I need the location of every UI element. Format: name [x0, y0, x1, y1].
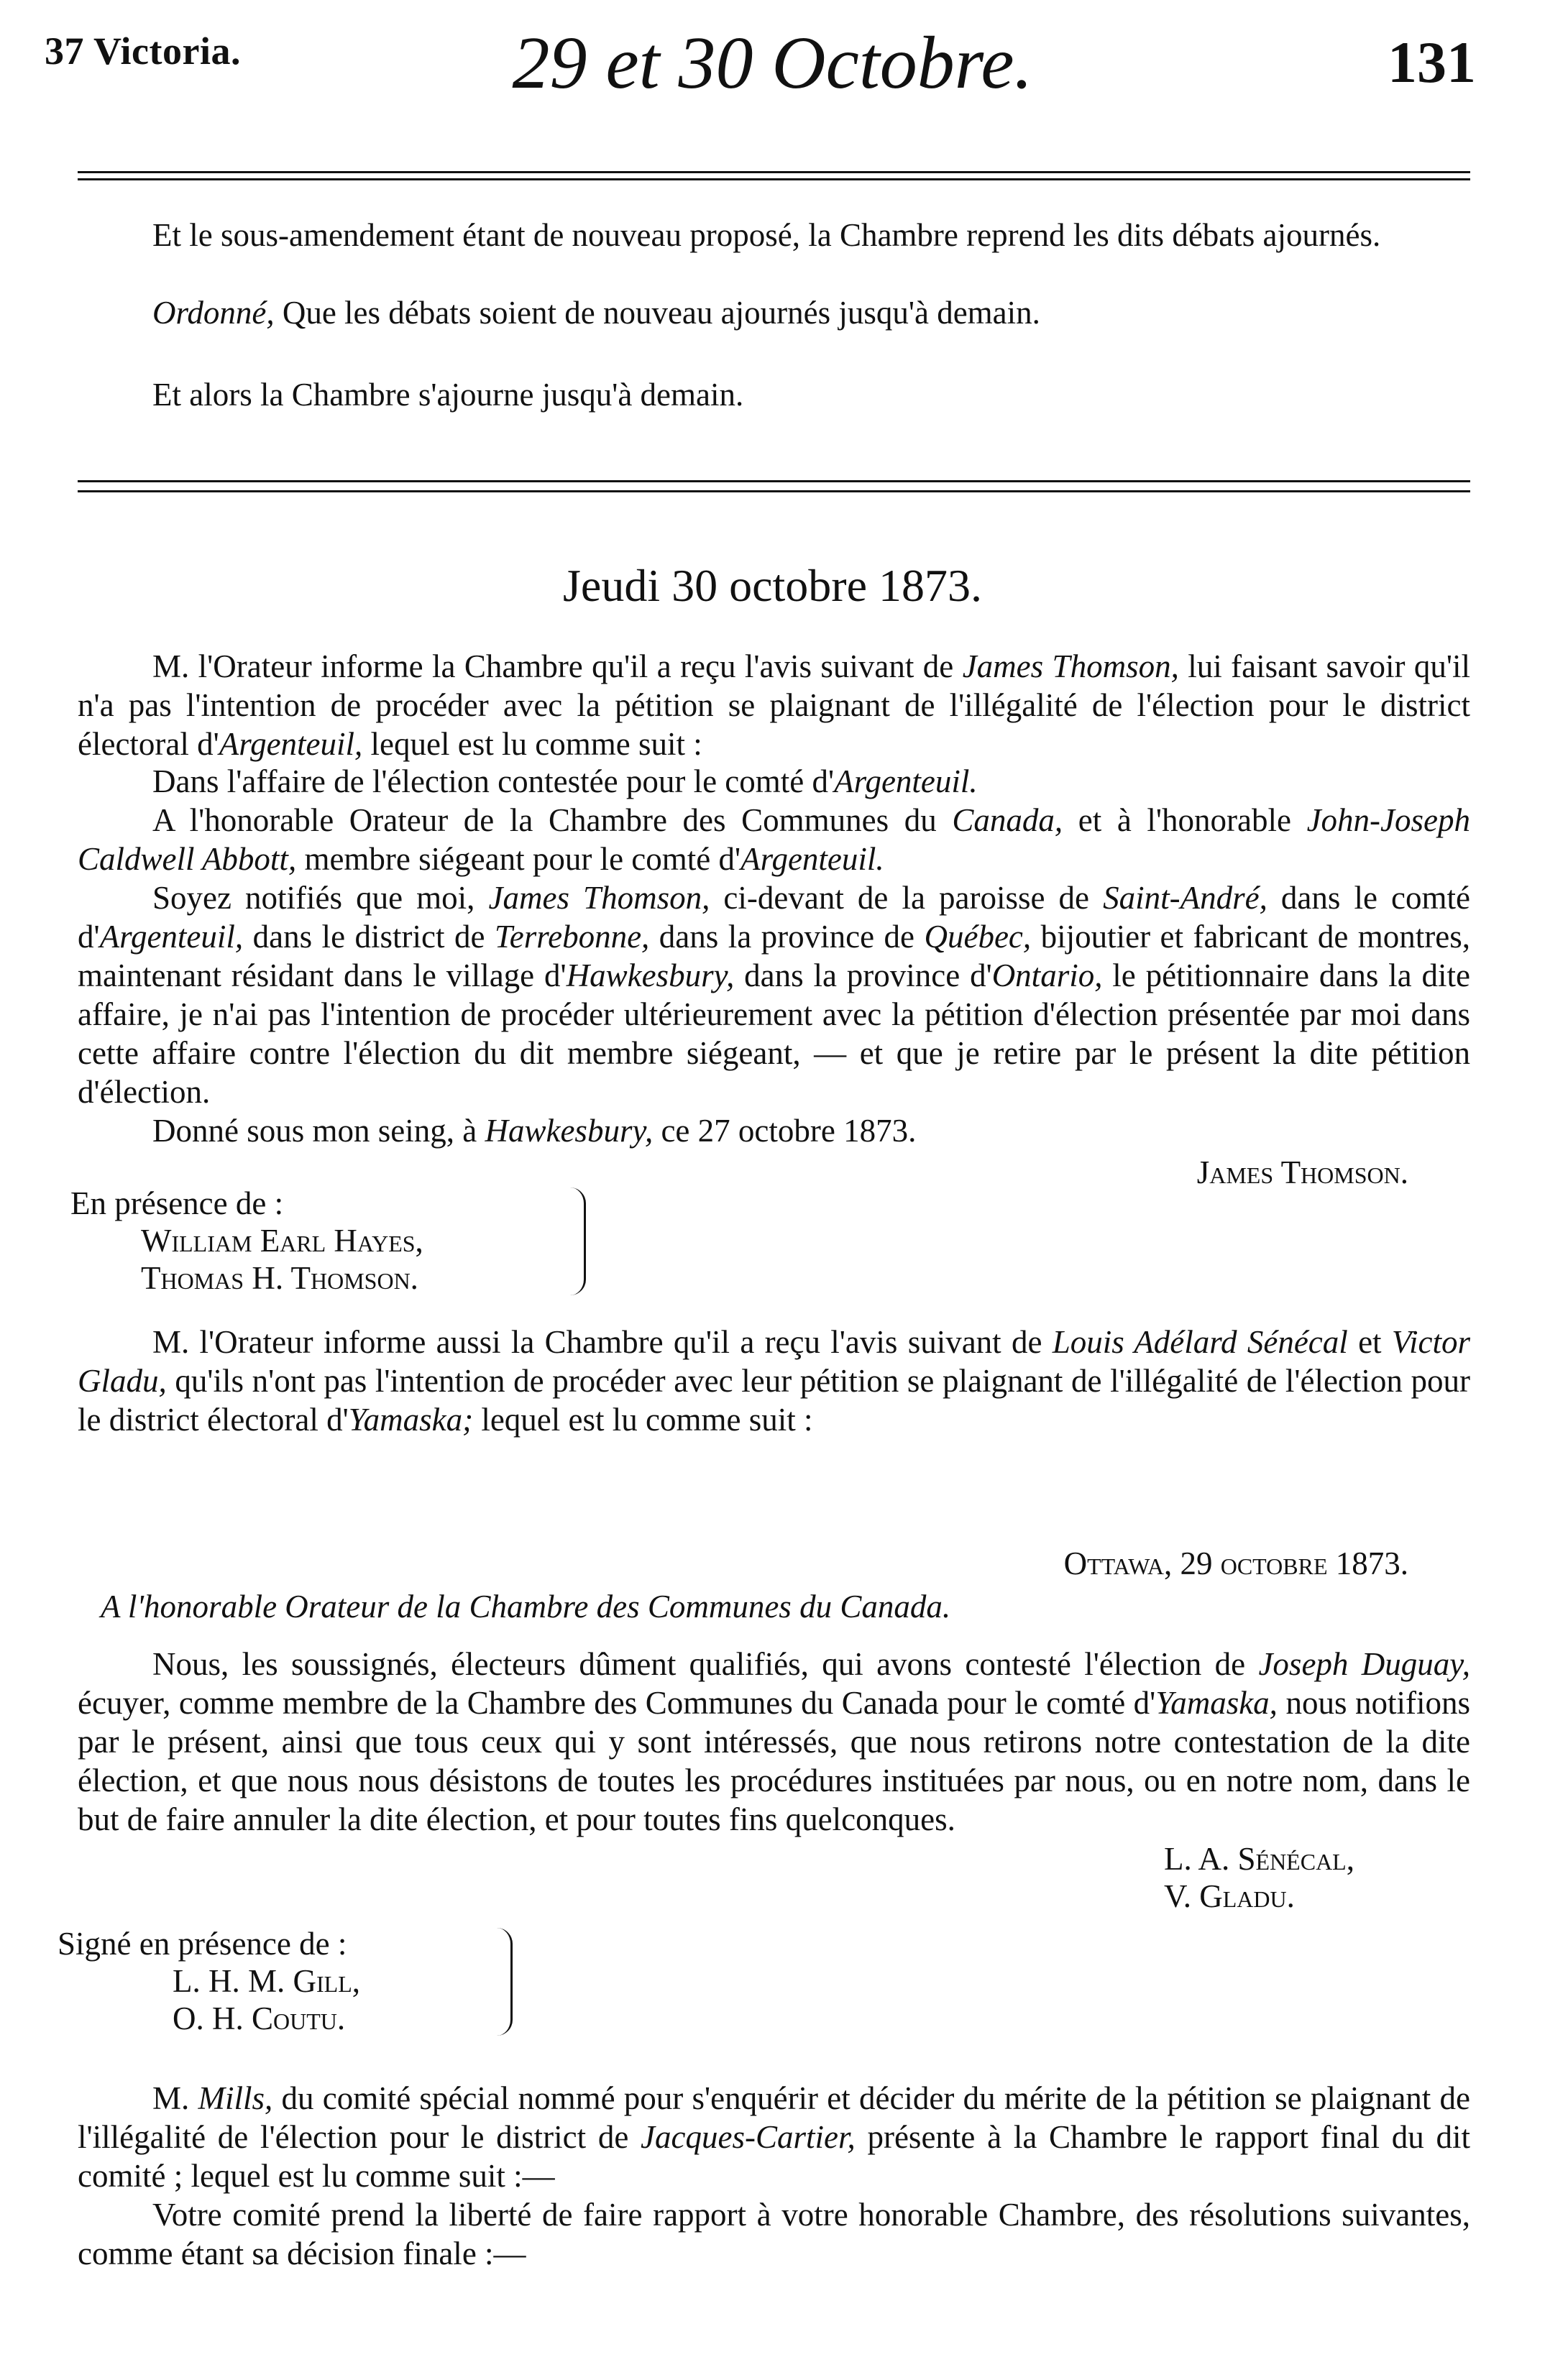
brace-thomson-witnesses	[568, 1187, 586, 1295]
text-run: du comité spécial nommé pour s'enquérir et décider du mérite de la pétition se plaignant de l'illégalité de l'élection pour le district de	[78, 2080, 1471, 2155]
italic-run: Joseph Duguay,	[1258, 1646, 1471, 1682]
italic-run: Jacques-Cartier,	[641, 2119, 856, 2155]
witness-name: O. H. Coutu.	[173, 2000, 346, 2036]
yamaska-address: A l'honorable Orateur de la Chambre des Communes du Canada.	[101, 1589, 951, 1625]
text-run: ci-devant de la paroisse de	[710, 880, 1104, 916]
italic-run: Argenteuil.	[741, 841, 884, 877]
header-rule-top	[78, 171, 1470, 173]
signature-senecal: L. A. Sénécal,	[1164, 1841, 1354, 1877]
signature-james-thomson: James Thomson.	[1196, 1154, 1408, 1190]
ordered-label: Ordonné,	[152, 295, 275, 331]
text-run: membre siégeant pour le comté d'	[296, 841, 741, 877]
text-run: M. l'Orateur informe la Chambre qu'il a reçu l'avis suivant de	[152, 648, 963, 684]
paragraph-mills-intro	[78, 2079, 1470, 2195]
paragraph-ordered	[78, 293, 1470, 332]
italic-run: Saint-André,	[1103, 880, 1267, 916]
italic-run: Victor Gladu,	[78, 1324, 1470, 1399]
text-run: nous notifions par le présent, ainsi que tous ceux qui y sont intéressés, que nous retirons notre contestation de la dite élection, et que nous nous désistons de toutes les procédures instituées par nous, ou en notre nom, dans le but de faire annuler la dite élection, et pour toutes fins quelconques.	[78, 1685, 1470, 1837]
day-heading: Jeudi 30 octobre 1873.	[563, 560, 982, 611]
paragraph-thomson-dated	[78, 1111, 1470, 1150]
italic-run: Louis Adélard Sénécal	[1052, 1324, 1348, 1360]
text-run: dans le comté d'	[78, 880, 1470, 955]
text-run: M.	[152, 2080, 198, 2116]
text-run: dans la province de	[649, 919, 925, 955]
header-rule-bottom	[78, 178, 1470, 180]
italic-run: Yamaska;	[348, 1402, 474, 1438]
paragraph-thomson-intro	[78, 647, 1470, 763]
paragraph-subamendment: Et le sous-amendement étant de nouveau proposé, la Chambre reprend les dits débats ajournés.	[152, 217, 1381, 253]
text-run: qu'ils n'ont pas l'intention de procéder avec leur pétition se plaignant de l'illégalité de l'élection pour le district électoral d'	[78, 1363, 1470, 1438]
text-run: A l'honorable Orateur de la Chambre des Communes du	[152, 802, 953, 838]
witness-name: L. H. M. Gill,	[173, 1963, 360, 1999]
text-run: lui faisant savoir qu'il n'a pas l'intention de procéder avec la pétition se plaignant de l'illégalité de l'élection pour le district électoral d'	[78, 648, 1470, 762]
paragraph-mills-last: Votre comité prend la liberté de faire rapport à votre honorable Chambre, des résolutions suivantes, comme étant sa décision finale :—	[78, 2197, 1470, 2271]
italic-run: Yamaska,	[1155, 1685, 1278, 1721]
witness-label: En présence de :	[70, 1185, 284, 1221]
italic-run: John-Joseph Caldwell Abbott,	[78, 802, 1470, 877]
text-run: et à l'honorable	[1063, 802, 1307, 838]
italic-run: Argenteuil,	[99, 919, 244, 955]
italic-run: James Thomson,	[488, 880, 710, 916]
witness-block-yamaska	[58, 1925, 360, 2037]
paragraph-yamaska-body	[78, 1645, 1470, 1839]
dateline-ottawa: Ottawa, 29 octobre 1873.	[1063, 1545, 1408, 1581]
section-rule-top	[78, 480, 1470, 482]
text-run: présente à la Chambre le rapport final du dit comité ; lequel est lu comme suit :—	[78, 2119, 1470, 2194]
paragraph-thomson-body	[78, 878, 1470, 1111]
witness-name: William Earl Hayes,	[141, 1223, 423, 1259]
ordered-text: Que les débats soient de nouveau ajournés jusqu'à demain.	[274, 295, 1040, 331]
italic-run: Argenteuil.	[834, 763, 978, 799]
text-run: ce 27 octobre 1873.	[653, 1113, 917, 1149]
text-run: lequel est lu comme suit :	[362, 726, 702, 762]
witness-name: Thomas H. Thomson.	[141, 1260, 418, 1296]
text-run: écuyer, comme membre de la Chambre des Communes du Canada pour le comté d'	[78, 1685, 1156, 1721]
text-run: dans la province d'	[734, 957, 992, 993]
paragraph-thomson-address	[78, 801, 1470, 878]
brace-yamaska-witnesses	[495, 1928, 513, 2036]
paragraph-thomson-affair	[78, 762, 1470, 801]
text-run: Dans l'affaire de l'élection contestée pour le comté d'	[152, 763, 835, 799]
italic-run: Québec,	[924, 919, 1032, 955]
yamaska-signatures	[1164, 1840, 1408, 1915]
text-run: Soyez notifiés que moi,	[152, 880, 489, 916]
text-run: M. l'Orateur informe aussi la Chambre qu'il a reçu l'avis suivant de	[152, 1324, 1053, 1360]
text-run: Donné sous mon seing, à	[152, 1113, 485, 1149]
section-rule-bottom	[78, 490, 1470, 492]
text-run: bijoutier et fabricant de montres, maintenant résidant dans le village d'	[78, 919, 1470, 993]
italic-run: Terrebonne,	[494, 919, 650, 955]
witness-block-thomson	[70, 1185, 423, 1297]
paragraph-yamaska-intro	[78, 1323, 1470, 1439]
italic-run: Canada,	[952, 802, 1063, 838]
paragraph-adjourn: Et alors la Chambre s'ajourne jusqu'à demain.	[152, 377, 744, 413]
witness-label: Signé en présence de :	[58, 1926, 347, 1962]
italic-run: James Thomson,	[962, 648, 1179, 684]
running-header-date: 29 et 30 Octobre.	[512, 22, 1033, 104]
italic-run: Ontario,	[991, 957, 1103, 993]
text-run: lequel est lu comme suit :	[473, 1402, 813, 1438]
italic-run: Mills,	[198, 2080, 273, 2116]
text-run: dans le district de	[243, 919, 495, 955]
italic-run: Hawkesbury,	[566, 957, 735, 993]
page-number: 131	[1388, 29, 1476, 95]
text-run: Nous, les soussignés, électeurs dûment qualifiés, qui avons contesté l'élection de	[152, 1646, 1259, 1682]
running-header-volume: 37 Victoria.	[45, 29, 241, 73]
italic-run: Argenteuil,	[219, 726, 363, 762]
text-run: le pétitionnaire dans la dite affaire, je n'ai pas l'intention de procéder ultérieurement avec la pétition d'élection présentée par moi dans cette affaire contre l'élection du dit membre siégeant, — et que je retire par le présent la dite pétition d'élection.	[78, 957, 1470, 1110]
italic-run: Hawkesbury,	[485, 1113, 654, 1149]
text-run: et	[1347, 1324, 1392, 1360]
signature-gladu: V. Gladu.	[1164, 1878, 1295, 1914]
